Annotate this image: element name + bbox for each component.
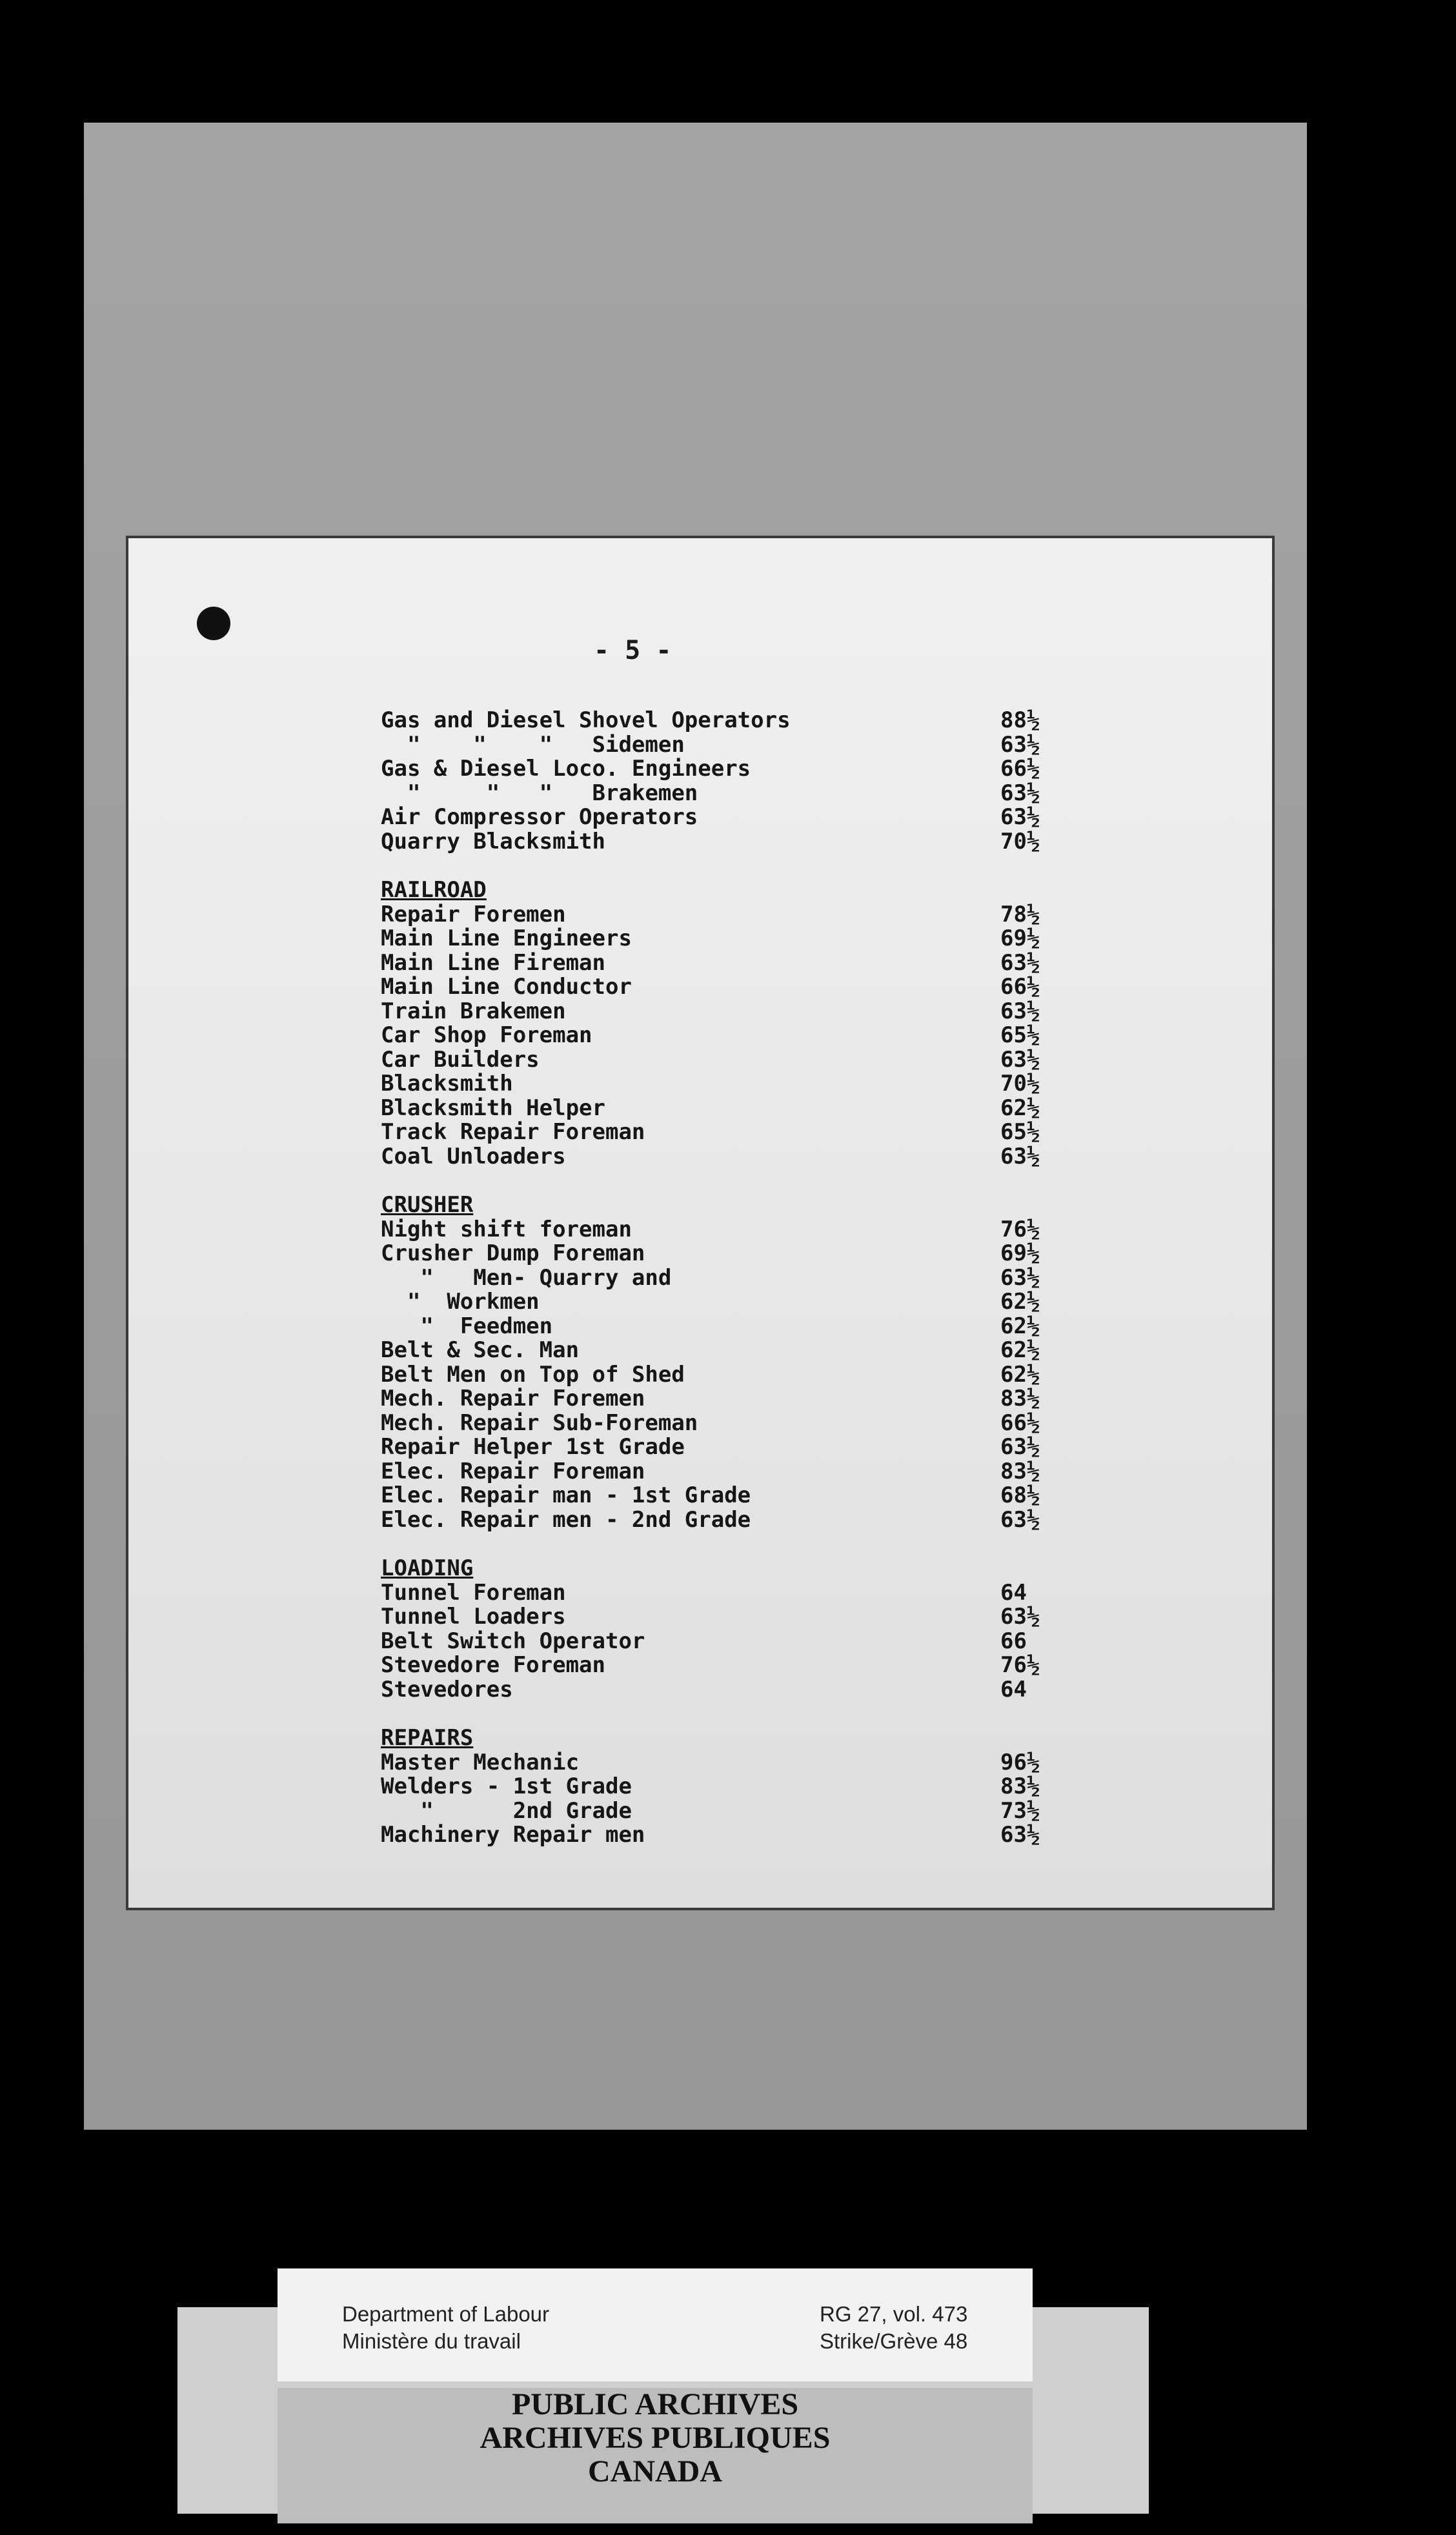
job-title: Elec. Repair man - 1st Grade: [381, 1482, 751, 1508]
job-title: Blacksmith: [381, 1071, 513, 1096]
rate-row: [381, 1630, 1233, 1654]
rate-row: [381, 1000, 1233, 1024]
job-title: Main Line Engineers: [381, 925, 632, 951]
rate-row: [381, 805, 1233, 830]
job-title: Track Repair Foreman: [381, 1119, 645, 1145]
job-title: Master Mechanic: [381, 1749, 580, 1775]
rate-row: [381, 733, 1233, 758]
rate-row: [381, 927, 1233, 951]
rate-row: [381, 1024, 1233, 1048]
stamp-line-3: CANADA: [588, 2454, 722, 2489]
rate-row: [381, 1823, 1233, 1848]
section-heading-loading: LOADING: [381, 1555, 474, 1581]
rate-value: 83½: [1000, 1458, 1040, 1484]
stamp-line-2: ARCHIVES PUBLIQUES: [480, 2421, 831, 2455]
rate-value: 66½: [1000, 1409, 1040, 1436]
job-title: " 2nd Grade: [381, 1797, 632, 1824]
rate-value: 63½: [1000, 949, 1040, 976]
job-title: " " " Brakemen: [381, 780, 698, 806]
job-title: " Men- Quarry and: [381, 1264, 672, 1291]
job-title: Train Brakemen: [381, 998, 566, 1024]
job-title: Stevedore Foreman: [381, 1652, 605, 1678]
rate-row: [381, 1484, 1233, 1508]
department-label: Department of Labour Ministère du travail: [342, 2302, 550, 2353]
rate-value: 73½: [1000, 1797, 1040, 1824]
job-title: Belt Switch Operator: [381, 1628, 645, 1654]
punch-hole: [197, 607, 230, 640]
rate-row: [381, 757, 1233, 782]
section-heading-railroad: RAILROAD: [381, 877, 487, 903]
rate-value: 63½: [1000, 998, 1040, 1024]
wage-rate-list: [381, 709, 1233, 1848]
rate-value: 63½: [1000, 1604, 1040, 1630]
rate-value: 66½: [1000, 756, 1040, 782]
job-title: Mech. Repair Foremen: [381, 1386, 645, 1411]
rate-row: [381, 1218, 1233, 1242]
rate-row: [381, 1411, 1233, 1436]
rate-value: 62½: [1000, 1095, 1040, 1121]
rate-row: [381, 1266, 1233, 1291]
rate-value: 62½: [1000, 1313, 1040, 1339]
job-title: Welders - 1st Grade: [381, 1773, 632, 1799]
job-title: Elec. Repair Foreman: [381, 1458, 645, 1484]
rate-value: 63½: [1000, 1434, 1040, 1460]
job-title: Repair Helper 1st Grade: [381, 1434, 685, 1460]
rate-row: [381, 1460, 1233, 1484]
rate-row: [381, 951, 1233, 976]
rate-value: 63½: [1000, 804, 1040, 830]
archive-reference-label: [278, 2268, 1033, 2381]
rate-row: [381, 830, 1233, 854]
rate-row: [381, 1338, 1233, 1363]
job-title: " " " Sidemen: [381, 731, 685, 758]
section-heading-crusher: CRUSHER: [381, 1192, 474, 1218]
rate-value: 63½: [1000, 731, 1040, 758]
job-title: Coal Unloaders: [381, 1143, 566, 1169]
rate-value: 64: [1000, 1579, 1027, 1606]
rate-value: 70½: [1000, 828, 1040, 854]
rate-value: 63½: [1000, 1822, 1040, 1848]
rate-value: 63½: [1000, 1046, 1040, 1073]
rate-row: [381, 1363, 1233, 1388]
rate-value: 62½: [1000, 1361, 1040, 1388]
rate-value: 64: [1000, 1676, 1027, 1702]
job-title: Mech. Repair Sub-Foreman: [381, 1409, 698, 1436]
job-title: Crusher Dump Foreman: [381, 1240, 645, 1266]
stamp-line-1: PUBLIC ARCHIVES: [511, 2387, 799, 2421]
rate-value: 96½: [1000, 1749, 1040, 1775]
rate-value: 69½: [1000, 925, 1040, 951]
job-title: Tunnel Foreman: [381, 1579, 566, 1606]
job-title: Machinery Repair men: [381, 1822, 645, 1848]
rate-value: 62½: [1000, 1337, 1040, 1363]
job-title: Stevedores: [381, 1676, 513, 1702]
rate-row: [381, 1678, 1233, 1702]
rate-row: [381, 903, 1233, 927]
job-title: Car Shop Foreman: [381, 1022, 592, 1048]
job-title: Gas & Diesel Loco. Engineers: [381, 756, 751, 782]
rate-row: [381, 1290, 1233, 1315]
rate-value: 76½: [1000, 1216, 1040, 1242]
rate-value: 66: [1000, 1628, 1027, 1654]
record-reference: RG 27, vol. 473 Strike/Grève 48: [820, 2302, 968, 2353]
rate-row: [381, 1072, 1233, 1096]
rate-value: 65½: [1000, 1119, 1040, 1145]
rate-value: 78½: [1000, 901, 1040, 927]
rate-value: 65½: [1000, 1022, 1040, 1048]
job-title: Car Builders: [381, 1046, 540, 1073]
rate-value: 68½: [1000, 1482, 1040, 1508]
rate-row: [381, 1242, 1233, 1266]
rate-row: [381, 1605, 1233, 1630]
job-title: Elec. Repair men - 2nd Grade: [381, 1506, 751, 1533]
rate-row: [381, 1387, 1233, 1411]
rate-row: [381, 1775, 1233, 1799]
rate-value: 63½: [1000, 1143, 1040, 1169]
job-title: Belt & Sec. Man: [381, 1337, 580, 1363]
section-heading-repairs: REPAIRS: [381, 1725, 474, 1751]
rate-value: 69½: [1000, 1240, 1040, 1266]
job-title: Gas and Diesel Shovel Operators: [381, 707, 791, 733]
rate-row: [381, 1751, 1233, 1775]
job-title: Tunnel Loaders: [381, 1604, 566, 1630]
rate-row: [381, 709, 1233, 733]
rate-value: 63½: [1000, 1506, 1040, 1533]
rate-value: 62½: [1000, 1289, 1040, 1315]
document-page: [126, 536, 1275, 1910]
job-title: Quarry Blacksmith: [381, 828, 605, 854]
rate-value: 76½: [1000, 1652, 1040, 1678]
rate-row: [381, 1096, 1233, 1121]
rate-row: [381, 975, 1233, 1000]
public-archives-stamp: [278, 2388, 1033, 2523]
rate-row: [381, 1435, 1233, 1460]
job-title: Repair Foremen: [381, 901, 566, 927]
job-title: " Workmen: [381, 1289, 540, 1315]
rate-value: 63½: [1000, 1264, 1040, 1291]
rate-row: [381, 1120, 1233, 1145]
rate-row: [381, 1048, 1233, 1073]
rate-value: 66½: [1000, 974, 1040, 1000]
job-title: " Feedmen: [381, 1313, 553, 1339]
rate-value: 88½: [1000, 707, 1040, 733]
rate-row: [381, 1508, 1233, 1533]
rate-row: [381, 1653, 1233, 1678]
rate-value: 83½: [1000, 1773, 1040, 1799]
job-title: Belt Men on Top of Shed: [381, 1361, 685, 1388]
rate-row: [381, 1799, 1233, 1824]
job-title: Main Line Fireman: [381, 949, 605, 976]
rate-value: 83½: [1000, 1386, 1040, 1411]
rate-row: [381, 1315, 1233, 1339]
job-title: Blacksmith Helper: [381, 1095, 605, 1121]
job-title: Main Line Conductor: [381, 974, 632, 1000]
page-number: - 5 -: [594, 636, 672, 665]
job-title: Air Compressor Operators: [381, 804, 698, 830]
job-title: Night shift foreman: [381, 1216, 632, 1242]
rate-row: [381, 1145, 1233, 1169]
rate-row: [381, 782, 1233, 806]
rate-value: 63½: [1000, 780, 1040, 806]
rate-row: [381, 1581, 1233, 1606]
rate-value: 70½: [1000, 1071, 1040, 1096]
